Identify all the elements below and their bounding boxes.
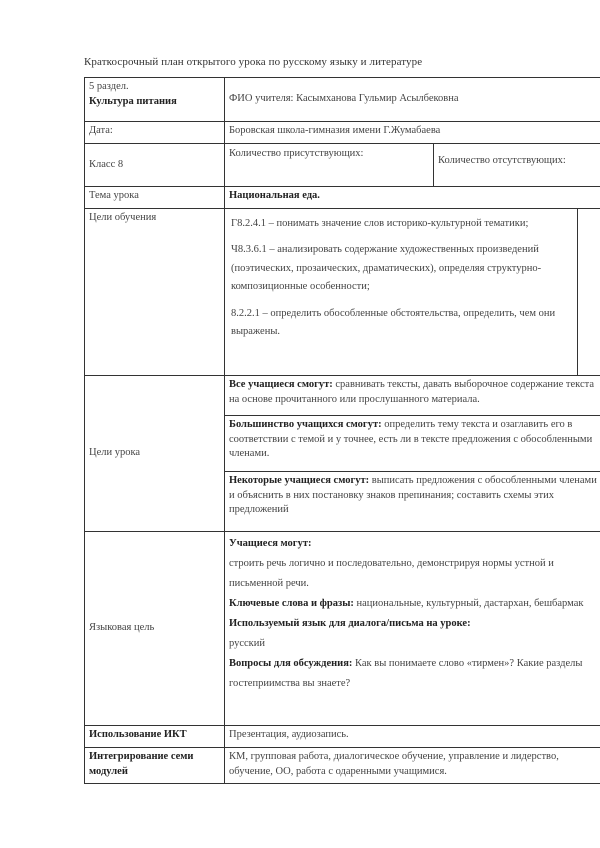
goals-cell <box>225 209 600 376</box>
lang-text: русский <box>229 637 266 649</box>
row-section <box>85 78 600 122</box>
keywords-bold: Ключевые слова и фразы: <box>229 597 354 609</box>
goals-all-text: сравнивать тексты, давать выборочное содержание текста на основе прочитанного или прослушанного материала. <box>229 379 595 405</box>
language-cell <box>225 532 600 726</box>
row-ict <box>85 726 600 748</box>
row-integration <box>85 748 600 784</box>
integration-label: Интегрирование семи модулей <box>89 751 194 777</box>
questions-bold: Вопросы для обсуждения: <box>229 657 353 669</box>
topic-label: Тема урока <box>85 187 225 209</box>
class-label: Класс 8 <box>85 144 225 187</box>
goals-most-bold: Большинство учащихся смогут: <box>229 419 382 430</box>
absent-count: Количество отсутствующих: <box>438 155 566 166</box>
section-name: Культура питания <box>89 95 177 107</box>
section-cell <box>85 78 225 122</box>
language-label: Языковая цель <box>85 532 225 726</box>
row-lesson-goals-all <box>85 376 600 416</box>
date-label: Дата: <box>85 122 225 144</box>
goals-all-bold: Все учащиеся смогут: <box>229 379 333 390</box>
goals-some-text: выписать предложения с обособленными членами и объяснить в них постановку знаков препинания; составить схемы этих предложений <box>229 475 597 516</box>
keywords-text: национальные, культурный, дастархан, бешбармак <box>356 597 584 609</box>
lesson-plan-table <box>84 77 600 784</box>
present-count: Количество присутствующих: <box>225 144 434 186</box>
class-counts-cell <box>225 144 600 187</box>
row-language <box>85 532 600 726</box>
document-title: Краткосрочный план открытого урока по русскому языку и литературе <box>84 56 423 68</box>
goal-item: Г8.2.4.1 – понимать значение слов историко-культурной тематики; <box>231 218 529 229</box>
goals-most-cell <box>225 416 600 472</box>
teacher-name: ФИО учителя: Касымханова Гульмир Асылбековна <box>229 93 459 105</box>
goals-all-cell <box>225 376 600 416</box>
ict-label: Использование ИКТ <box>89 729 187 740</box>
lang-bold: Используемый язык для диалога/письма на уроке: <box>229 617 471 629</box>
integration-value: КМ, групповая работа, диалогическое обучение, управление и лидерство, обучение, ОО, работа с одаренными учащимися. <box>225 748 600 784</box>
topic-value: Национальная еда. <box>229 190 320 201</box>
teacher-cell <box>225 78 600 122</box>
section-label: 5 раздел. <box>89 81 129 92</box>
goals-some-cell <box>225 472 600 532</box>
goals-some-bold: Некоторые учащиеся смогут: <box>229 475 370 486</box>
row-topic <box>85 187 600 209</box>
row-goals <box>85 209 600 376</box>
row-date <box>85 122 600 144</box>
questions-text: Как вы понимаете слово «тирмен»? Какие разделы гостеприимства вы знаете? <box>229 657 583 689</box>
goal-item: Ч8.3.6.1 – анализировать содержание художественных произведений (поэтических, прозаических, драматических), определяя структурно-композиционные особенности; <box>231 244 542 293</box>
students-can: Учащиеся могут: <box>229 538 312 549</box>
goals-most-text: определить тему текста и озаглавить его в соответствии с темой и у точнее, есть ли в тексте предложения с обособленными членами. <box>229 419 593 460</box>
lesson-goals-label: Цели урока <box>85 376 225 532</box>
ict-value: Презентация, аудиозапись. <box>225 726 600 748</box>
language-line: строить речь логично и последовательно, демонстрируя нормы устной и письменной речи. <box>229 557 554 589</box>
school-name: Боровская школа-гимназия имени Г.Жумабаева <box>225 122 600 144</box>
goal-item: 8.2.2.1 – определить обособленные обстоятельства, определить, чем они выражены. <box>231 307 556 337</box>
row-class <box>85 144 600 187</box>
goals-label: Цели обучения <box>85 209 225 376</box>
